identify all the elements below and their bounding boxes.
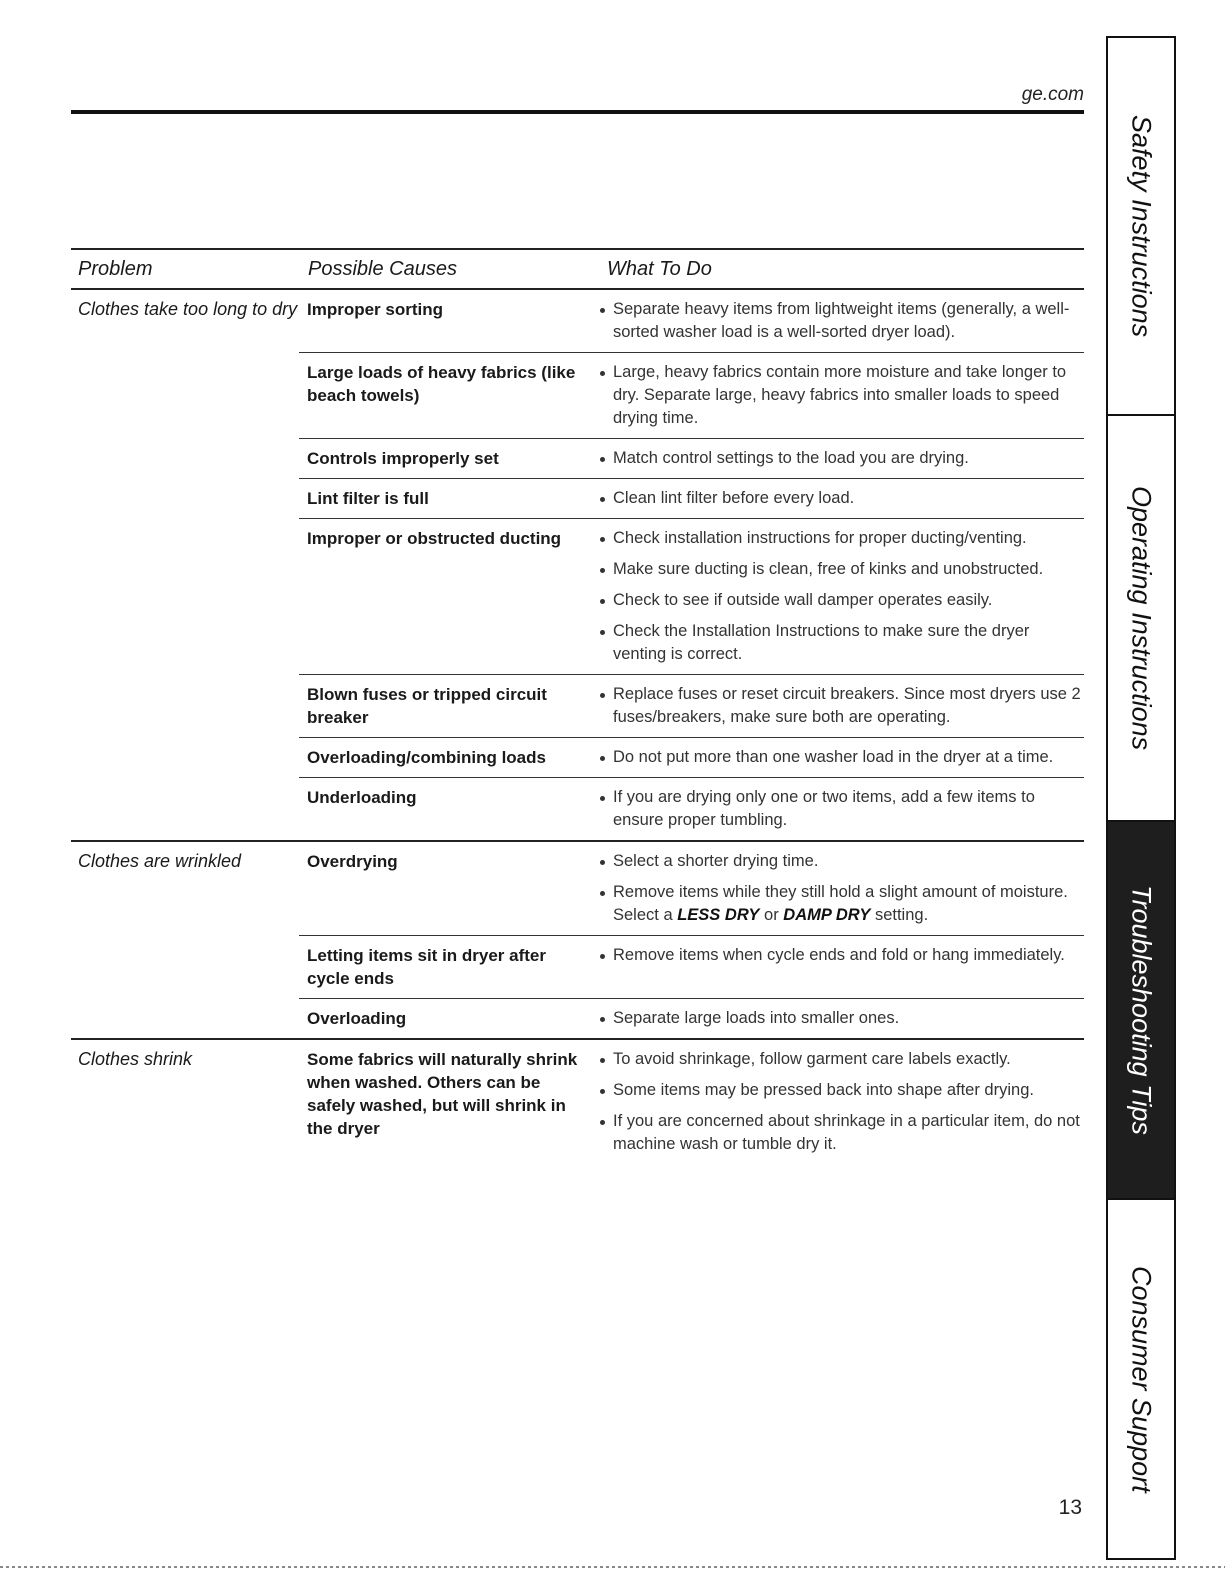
- problem-group: [71, 1038, 1084, 1164]
- tab-troubleshooting-tips[interactable]: Troubleshooting Tips: [1108, 820, 1174, 1198]
- todo-item: Replace fuses or reset circuit breakers. Since most dryers use 2 fuses/breakers, make sure both are operating.: [598, 683, 1084, 729]
- cause-label: Overloading: [307, 1009, 407, 1028]
- table-header: [71, 250, 1084, 288]
- less-dry-setting: LESS DRY: [677, 906, 760, 924]
- cause-label: Large loads of heavy fabrics (like beach towels): [307, 363, 576, 405]
- header-rule: [71, 110, 1084, 114]
- todo-item: Check to see if outside wall damper operates easily.: [598, 589, 1084, 612]
- todo-item: Check installation instructions for proper ducting/venting.: [598, 527, 1084, 550]
- page-number: 13: [1058, 1496, 1082, 1519]
- cause-label: Improper or obstructed ducting: [307, 529, 562, 548]
- todo-item: Large, heavy fabrics contain more moisture and take longer to dry. Separate large, heavy fabrics into smaller loads to speed drying time.: [598, 361, 1084, 430]
- problem-group: [71, 840, 1084, 1038]
- table-row: [299, 674, 1084, 737]
- scan-edge-rule: [0, 1566, 1225, 1568]
- damp-dry-setting: DAMP DRY: [783, 906, 871, 924]
- table-row: [299, 352, 1084, 438]
- cause-label: Underloading: [307, 788, 417, 807]
- table-row: [299, 478, 1084, 518]
- todo-item: Remove items when cycle ends and fold or hang immediately.: [598, 944, 1084, 967]
- tab-consumer-support[interactable]: Consumer Support: [1108, 1198, 1174, 1558]
- table-row: [299, 777, 1084, 840]
- tab-operating-instructions[interactable]: Operating Instructions: [1108, 414, 1174, 820]
- table-row: [299, 1040, 1084, 1164]
- todo-item: Separate large loads into smaller ones.: [598, 1007, 1084, 1030]
- todo-item: Match control settings to the load you are drying.: [598, 447, 1084, 470]
- todo-item: Do not put more than one washer load in the dryer at a time.: [598, 746, 1084, 769]
- todo-item: If you are drying only one or two items, add a few items to ensure proper tumbling.: [598, 786, 1084, 832]
- table-row: [299, 290, 1084, 352]
- problem-label: Clothes are wrinkled: [78, 851, 242, 871]
- cause-label: Overloading/combining loads: [307, 748, 546, 767]
- cause-label: Blown fuses or tripped circuit breaker: [307, 685, 547, 727]
- cause-label: Lint filter is full: [307, 489, 429, 508]
- todo-item: Clean lint filter before every load.: [598, 487, 1084, 510]
- cause-label: Overdrying: [307, 852, 398, 871]
- todo-item: Make sure ducting is clean, free of kinks and unobstructed.: [598, 558, 1084, 581]
- todo-item: Remove items while they still hold a slight amount of moisture. Select a LESS DRY or DAMP DRY setting.: [598, 881, 1084, 927]
- header-todo: What To Do: [607, 257, 712, 280]
- troubleshooting-table: [71, 248, 1084, 1164]
- todo-item: Some items may be pressed back into shape after drying.: [598, 1079, 1084, 1102]
- problem-group: [71, 290, 1084, 840]
- header-causes: Possible Causes: [308, 257, 457, 280]
- table-row: [299, 842, 1084, 935]
- table-row: [299, 935, 1084, 998]
- table-row: [299, 438, 1084, 478]
- todo-item: To avoid shrinkage, follow garment care labels exactly.: [598, 1048, 1084, 1071]
- problem-label: Clothes shrink: [78, 1049, 193, 1069]
- section-tabs: [1106, 36, 1176, 1560]
- site-url: ge.com: [1021, 84, 1084, 105]
- todo-item: Check the Installation Instructions to make sure the dryer venting is correct.: [598, 620, 1084, 666]
- cause-label: Controls improperly set: [307, 449, 499, 468]
- todo-item: Select a shorter drying time.: [598, 850, 1084, 873]
- todo-item: If you are concerned about shrinkage in a particular item, do not machine wash or tumble dry it.: [598, 1110, 1084, 1156]
- table-row: [299, 518, 1084, 674]
- todo-item: Separate heavy items from lightweight items (generally, a well-sorted washer load is a well-sorted dryer load).: [598, 298, 1084, 344]
- cause-label: Letting items sit in dryer after cycle ends: [307, 946, 546, 988]
- table-row: [299, 998, 1084, 1038]
- table-row: [299, 737, 1084, 777]
- header-problem: Problem: [78, 257, 153, 280]
- tab-safety-instructions[interactable]: Safety Instructions: [1126, 114, 1157, 338]
- cause-label: Improper sorting: [307, 300, 444, 319]
- cause-label: Some fabrics will naturally shrink when washed. Others can be safely washed, but will shrink in the dryer: [307, 1050, 578, 1138]
- problem-label: Clothes take too long to dry: [78, 299, 298, 319]
